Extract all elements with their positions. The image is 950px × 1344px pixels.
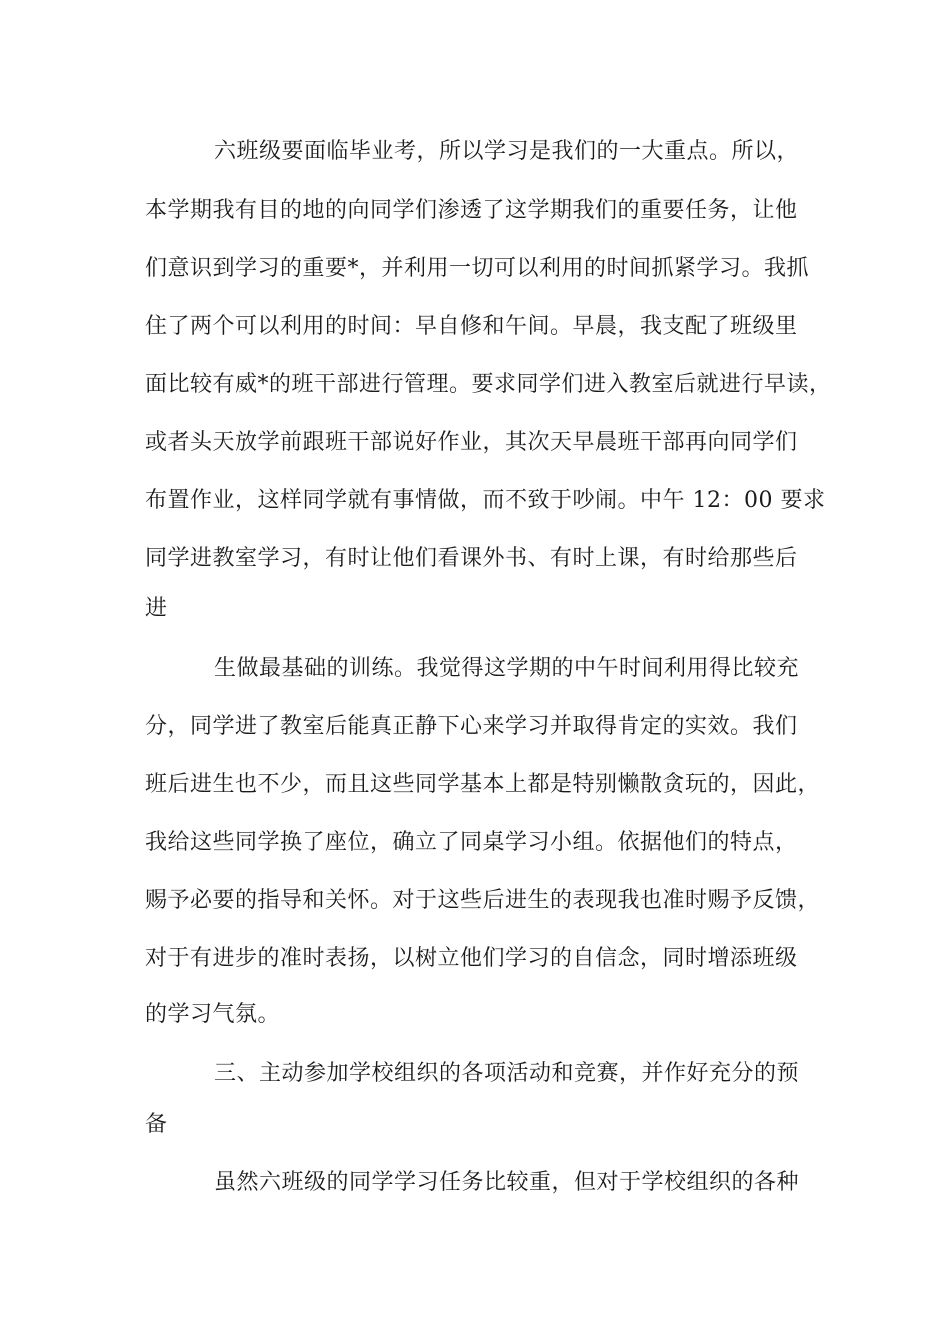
- paragraph-line: 同学进教室学习，有时让他们看课外书、有时上课，有时给那些后: [145, 546, 798, 571]
- paragraph-line: 或者头天放学前跟班干部说好作业，其次天早晨班干部再向同学们: [145, 430, 798, 455]
- paragraph-line: 赐予必要的指导和关怀。对于这些后进生的表现我也准时赐予反馈，: [145, 888, 821, 913]
- paragraph-line: 住了两个可以利用的时间：早自修和午间。早晨，我支配了班级里: [145, 314, 798, 339]
- paragraph-line: 的学习气氛。: [145, 1002, 281, 1027]
- paragraph-line: 们意识到学习的重要*，并利用一切可以利用的时间抓紧学习。我抓: [145, 256, 810, 281]
- paragraph-line: 分，同学进了教室后能真正静下心来学习并取得肯定的实效。我们: [145, 714, 798, 739]
- paragraph-line: 面比较有威*的班干部进行管理。要求同学们进入教室后就进行早读，: [145, 372, 832, 397]
- section-heading-line: 三、主动参加学校组织的各项活动和竞赛，并作好充分的预: [214, 1061, 800, 1086]
- paragraph-line: 对于有进步的准时表扬，以树立他们学习的自信念，同时增添班级: [145, 946, 798, 971]
- paragraph-line: 班后进生也不少，而且这些同学基本上都是特别懒散贪玩的，因此，: [145, 772, 821, 797]
- paragraph-line: 进: [145, 596, 168, 621]
- paragraph-line: 虽然六班级的同学学习任务比较重，但对于学校组织的各种: [214, 1170, 800, 1195]
- paragraph-line: 布置作业，这样同学就有事情做，而不致于吵闹。中午 12：00 要求: [145, 488, 826, 513]
- paragraph-line: 我给这些同学换了座位，确立了同桌学习小组。依据他们的特点，: [145, 830, 798, 855]
- paragraph-line: 生做最基础的训练。我觉得这学期的中午时间利用得比较充: [214, 656, 800, 681]
- paragraph-line: 本学期我有目的地的向同学们渗透了这学期我们的重要任务，让他: [145, 198, 798, 223]
- section-heading-line: 备: [145, 1112, 168, 1137]
- paragraph-line: 六班级要面临毕业考，所以学习是我们的一大重点。所以，: [214, 139, 800, 164]
